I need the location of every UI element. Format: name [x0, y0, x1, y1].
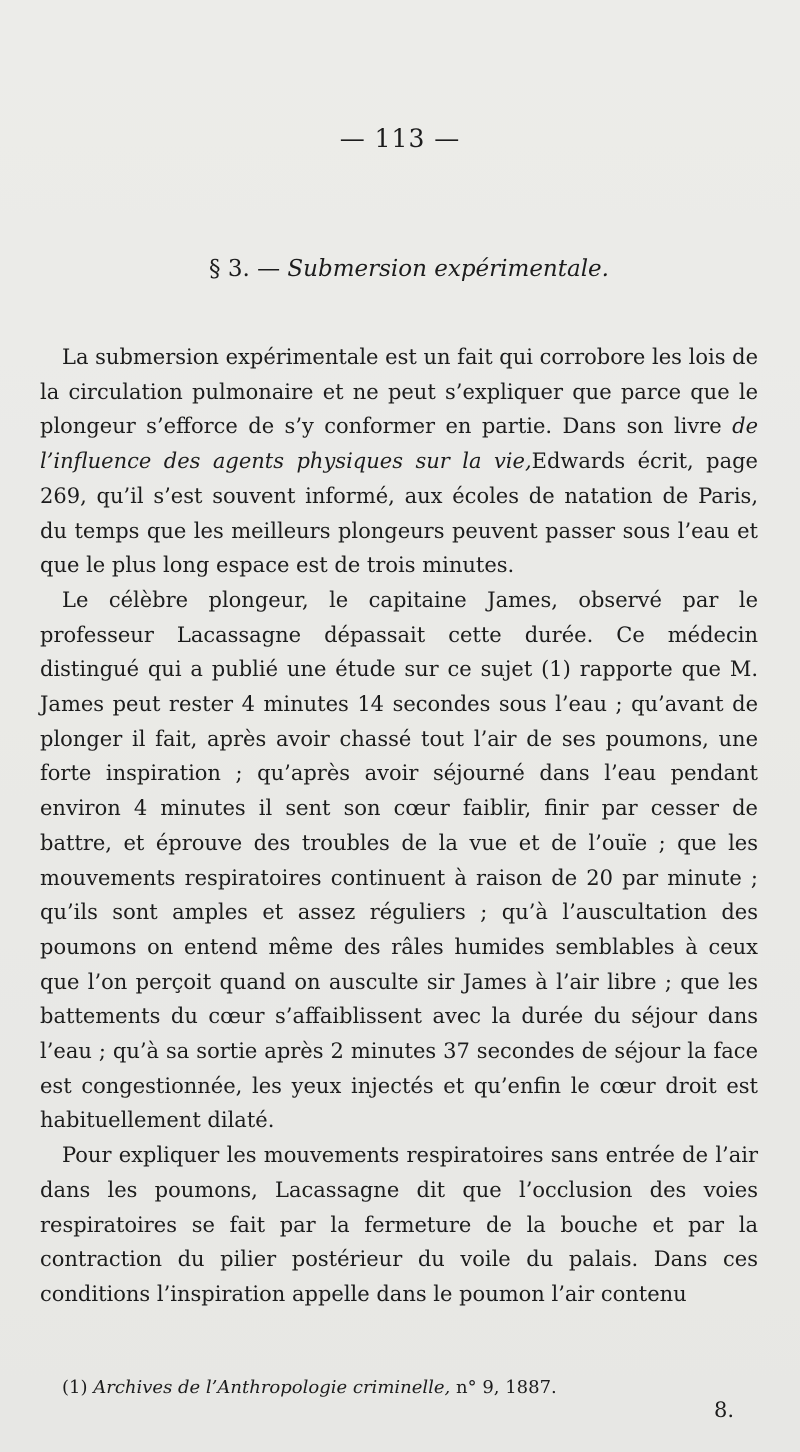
signature-mark: 8.: [714, 1398, 735, 1422]
paragraph-2: Le célèbre plongeur, le capitaine James, observé par le professeur Lacassagne dépassait cette durée. Ce médecin distingué qui a publié une étude sur ce sujet (1) rapporte que M. James peut rester 4 minutes 14 secondes sous l’eau ; qu’avant de plonger il fait, après avoir chassé tout l’air de ses poumons, une forte inspiration ; qu’après avoir séjourné dans l’eau pendant environ 4 minutes il sent son cœur faiblir, finir par cesser de battre, et éprouve des troubles de la vue et de l’ouïe ; que les mouvements respiratoires continuent à raison de 20 par minute ; qu’ils sont amples et assez réguliers ; qu’à l’auscultation des poumons on entend même des râles humides semblables à ceux que l’on perçoit quand on ausculte sir James à l’air libre ; que les battements du cœur s’affaiblissent avec la durée du séjour dans l’eau ; qu’à sa sortie après 2 minutes 37 secondes de séjour la face est congestionnée, les yeux injectés et qu’enfin le cœur droit est habituellement dilaté.: [40, 587, 758, 1133]
paragraph-3: Pour expliquer les mouvements respiratoires sans entrée de l’air dans les poumons, Lacassagne dit que l’occlusion des voies respiratoires se fait par la fermeture de la bouche et par la contraction du pilier postérieur du voile du palais. Dans ces conditions l’inspiration appelle dans le poumon l’air contenu: [40, 1143, 758, 1306]
paragraph-1-end: Edwards écrit, page 269, qu’il s’est souvent informé, aux écoles de natation de Paris, du temps que les meilleurs plongeurs peuvent passer sous l’eau et que le plus long espace est de trois minutes.: [40, 449, 758, 578]
paragraph-1-start: La submersion expérimentale est un fait qui corrobore les lois de la circulation pulmonaire et ne peut s’expliquer que parce que le plongeur s’efforce de s’y conformer en partie. Dans son livre: [40, 345, 759, 439]
section-prefix: § 3. —: [209, 256, 288, 282]
paragraph-1: [40, 340, 758, 583]
section-title: Submersion expérimentale.: [287, 256, 609, 282]
footnote: [62, 1377, 557, 1398]
book-title: de l’influence des agents physiques sur la vie,: [40, 414, 758, 474]
section-heading: [0, 256, 800, 282]
footnote-details: n° 9, 1887.: [450, 1377, 557, 1398]
footnote-marker: (1): [62, 1377, 94, 1398]
footnote-journal: Archives de l’Anthropologie criminelle,: [93, 1377, 451, 1398]
page-number: — 113 —: [339, 124, 461, 153]
body-text: [40, 340, 758, 1312]
